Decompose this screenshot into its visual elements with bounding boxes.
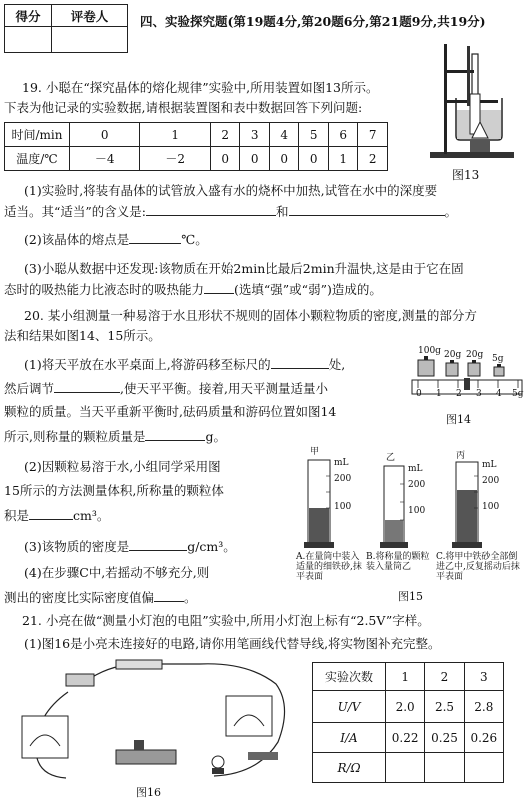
q21-table-header: 2 bbox=[425, 663, 464, 691]
q20-part2-line1: (2)因颗粒易溶于水,小组同学采用图 bbox=[24, 459, 221, 474]
q19-part3-end: (选填“强”或“弱”)造成的。 bbox=[234, 282, 382, 297]
q19-melting-point-blank[interactable] bbox=[129, 231, 181, 244]
q19-temp-header: 温度/℃ bbox=[5, 147, 70, 171]
fig13-caption: 图13 bbox=[452, 168, 480, 182]
q20-bias-prompt: 测出的密度比实际密度值偏 bbox=[4, 590, 155, 605]
q20-scale-blank[interactable] bbox=[271, 356, 329, 369]
q20-part1-line2 bbox=[4, 380, 328, 397]
q19-part2 bbox=[24, 231, 208, 248]
q21-data-table bbox=[312, 662, 504, 783]
q20-part1-line3: 颗粒的质量。当天平重新平衡时,砝码质量和游码位置如图14 bbox=[4, 404, 337, 419]
q19-and-text: 和 bbox=[276, 204, 289, 219]
fig14-scale-tick: 3 bbox=[476, 389, 482, 399]
score-label: 得分 bbox=[5, 5, 52, 27]
fig14-scale-tick: 4 bbox=[496, 389, 502, 399]
q19-time-cell: 7 bbox=[358, 123, 388, 147]
fig14-scale-tick: 1 bbox=[436, 389, 442, 399]
q21-resistance-cell[interactable] bbox=[464, 753, 503, 783]
q19-temp-cell: 1 bbox=[328, 147, 358, 171]
q19-time-cell: 1 bbox=[140, 123, 210, 147]
q20-part1-continue: ,使天平平衡。接着,用天平测量适量小 bbox=[120, 381, 328, 396]
q19-part1-line2: 适当。其“适当”的含义是: 和 。 bbox=[4, 204, 458, 219]
fig14-weight-label: 100g bbox=[418, 346, 441, 356]
q19-time-cell: 6 bbox=[328, 123, 358, 147]
q19-temp-cell: －4 bbox=[70, 147, 140, 171]
q20-volume-blank[interactable] bbox=[29, 507, 73, 520]
q19-temp-cell: 2 bbox=[358, 147, 388, 171]
fig15-tick: 200 bbox=[482, 476, 500, 486]
score-box bbox=[4, 4, 128, 53]
q20-volume-unit: cm³。 bbox=[73, 508, 110, 523]
fig15-tick: 100 bbox=[408, 506, 426, 516]
grader-cell[interactable] bbox=[52, 27, 128, 53]
q20-mass-prompt: 所示,则称量的颗粒质量是 bbox=[4, 429, 146, 444]
fig15-step-a: A.在量筒中装入适量的细铁砂,抹平表面 bbox=[296, 552, 362, 582]
q21-table-cell: 0.22 bbox=[386, 723, 425, 753]
fig15-step-c: C.将甲中铁砂全部倒进乙中,反复摇动后抹平表面 bbox=[436, 552, 520, 582]
fig15-unit: mL bbox=[482, 460, 497, 470]
q19-temp-cell: 0 bbox=[240, 147, 270, 171]
fig14-scale-tick: 2 bbox=[456, 389, 462, 399]
q20-density-unit: g/cm³。 bbox=[187, 539, 236, 554]
q20-part1-prompt: (1)将天平放在水平桌面上,将游码移至标尺的 bbox=[24, 357, 271, 372]
q19-stem-line2: 下表为他记录的实验数据,请根据装置图和表中数据回答下列问题: bbox=[4, 100, 363, 115]
q19-answer-blank[interactable] bbox=[146, 203, 276, 216]
q21-table-cell: 0.26 bbox=[464, 723, 503, 753]
fig14-caption: 图14 bbox=[446, 413, 471, 426]
q19-temp-cell: 0 bbox=[210, 147, 240, 171]
q19-time-cell: 0 bbox=[70, 123, 140, 147]
fig15-cylinder-label: 甲 bbox=[310, 447, 320, 457]
q20-part1-adjust: 然后调节 bbox=[4, 381, 55, 396]
q21-stem: 21. 小亮在做“测量小灯泡的电阻”实验中,所用小灯泡上标有“2.5V”字样。 bbox=[22, 613, 430, 628]
q21-resistance-cell[interactable] bbox=[386, 753, 425, 783]
grader-label: 评卷人 bbox=[52, 5, 128, 27]
q21-table-cell: 2.8 bbox=[464, 691, 503, 723]
q20-part1-line1 bbox=[24, 356, 345, 373]
q19-time-cell: 5 bbox=[299, 123, 329, 147]
fig15-cylinder-label: 丙 bbox=[456, 451, 466, 461]
q19-part1-prompt: 适当。其“适当”的含义是: bbox=[4, 204, 146, 219]
q20-part4-line2 bbox=[4, 589, 197, 606]
fig14-weight-label: 5g bbox=[492, 354, 504, 364]
q20-bias-end: 。 bbox=[184, 590, 197, 605]
fig15-cylinder-label: 乙 bbox=[386, 453, 396, 463]
q19-stem-line1: 19. 小聪在“探究晶体的熔化规律”实验中,所用装置如图13所示。 bbox=[22, 80, 379, 95]
q19-part3-prompt: 态时的吸热能力比液态时的吸热能力 bbox=[4, 282, 205, 297]
q21-row-label: I/A bbox=[313, 723, 386, 753]
fig15-tick: 200 bbox=[334, 474, 352, 484]
q21-row-label: U/V bbox=[313, 691, 386, 723]
q21-part1: (1)图16是小亮未连接好的电路,请你用笔画线代替导线,将实物图补充完整。 bbox=[24, 636, 441, 651]
q21-table-cell: 2.5 bbox=[425, 691, 464, 723]
q19-part2-unit: ℃。 bbox=[181, 232, 208, 247]
fig14-weights-and-scale bbox=[410, 356, 526, 404]
q21-table-header: 1 bbox=[386, 663, 425, 691]
fig15-unit: mL bbox=[408, 464, 423, 474]
fig15-tick: 100 bbox=[482, 502, 500, 512]
section-title: 四、实验探究题(第19题4分,第20题6分,第21题9分,共19分) bbox=[140, 14, 486, 29]
fig15-tick: 100 bbox=[334, 502, 352, 512]
fig14-weight-label: 20g bbox=[444, 350, 462, 360]
q20-adjust-blank[interactable] bbox=[54, 380, 120, 393]
fig14-scale-tick: 0 bbox=[416, 389, 422, 399]
q19-part1-line1: (1)实验时,将装有晶体的试管放入盛有水的烧杯中加热,试管在水中的深度要 bbox=[24, 183, 438, 198]
q20-mass-unit: g。 bbox=[205, 429, 226, 444]
q20-stem-line2: 法和结果如图14、15所示。 bbox=[4, 328, 161, 343]
fig15-caption: 图15 bbox=[398, 590, 423, 603]
fig14-weight-label: 20g bbox=[466, 350, 484, 360]
q19-time-cell: 4 bbox=[269, 123, 299, 147]
q19-time-cell: 2 bbox=[210, 123, 240, 147]
q20-volume-prompt: 积是 bbox=[4, 508, 30, 523]
q20-bias-blank[interactable] bbox=[154, 589, 184, 602]
q19-time-header: 时间/min bbox=[5, 123, 70, 147]
q20-part2-line3 bbox=[4, 507, 109, 524]
q21-table-header: 3 bbox=[464, 663, 503, 691]
q19-data-table bbox=[4, 122, 388, 171]
q19-part3-line2 bbox=[4, 281, 382, 298]
q20-part2-line2: 15所示的方法测量体积,所称量的颗粒体 bbox=[4, 483, 224, 498]
q21-resistance-cell[interactable] bbox=[425, 753, 464, 783]
q20-part1-line4 bbox=[4, 428, 226, 445]
q19-strong-weak-blank[interactable] bbox=[204, 281, 234, 294]
q19-time-cell: 3 bbox=[240, 123, 270, 147]
fig15-tick: 200 bbox=[408, 480, 426, 490]
q19-part3-line1: (3)小聪从数据中还发现:该物质在开始2min比最后2min升温快,这是由于它在固 bbox=[24, 261, 464, 276]
fig14-scale-tick: 5g bbox=[512, 389, 524, 399]
q20-density-blank[interactable] bbox=[129, 538, 187, 551]
q19-temp-cell: －2 bbox=[140, 147, 210, 171]
fig15-unit: mL bbox=[334, 458, 349, 468]
q19-part2-prompt: (2)该晶体的熔点是 bbox=[24, 232, 130, 247]
q21-table-cell: 2.0 bbox=[386, 691, 425, 723]
fig16-circuit bbox=[8, 656, 298, 782]
score-cell[interactable] bbox=[5, 27, 52, 53]
q21-table-header: 实验次数 bbox=[313, 663, 386, 691]
q19-answer-blank[interactable] bbox=[289, 203, 445, 216]
q19-temp-cell: 0 bbox=[269, 147, 299, 171]
q21-table-cell: 0.25 bbox=[425, 723, 464, 753]
fig16-caption: 图16 bbox=[136, 786, 161, 799]
q20-part1-end: 处, bbox=[328, 357, 346, 372]
q20-part3 bbox=[24, 538, 236, 555]
q20-part4-line1: (4)在步骤C中,若摇动不够充分,则 bbox=[24, 565, 210, 580]
fig15-step-b: B.将称量的颗粒装入量筒乙 bbox=[366, 552, 430, 572]
fig13-apparatus bbox=[420, 40, 520, 162]
q20-density-prompt: (3)该物质的密度是 bbox=[24, 539, 130, 554]
q20-stem-line1: 20. 某小组测量一种易溶于水且形状不规则的固体小颗粒物质的密度,测量的部分方 bbox=[24, 308, 477, 323]
q19-temp-cell: 0 bbox=[299, 147, 329, 171]
q20-mass-blank[interactable] bbox=[145, 428, 205, 441]
q21-row-label: R/Ω bbox=[313, 753, 386, 783]
